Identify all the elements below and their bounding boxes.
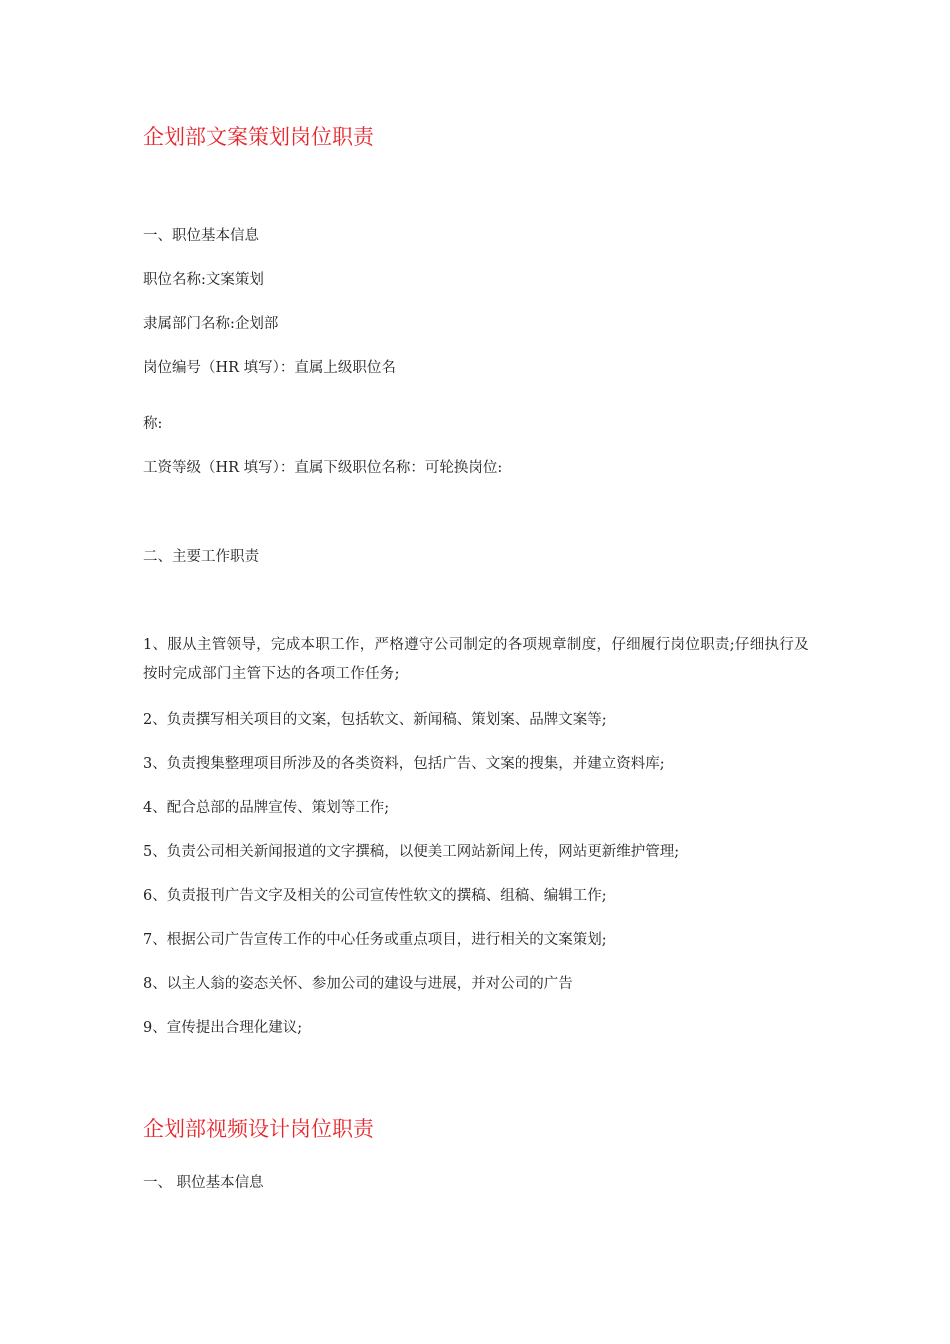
- post-code-line: 岗位编号（HR 填写）：直属上级职位名: [143, 360, 396, 376]
- duty-item: 7、根据公司广告宣传工作的中心任务或重点项目，进行相关的文案策划;: [143, 932, 607, 948]
- section-title-copywriting: 企划部文案策划岗位职责: [143, 125, 374, 149]
- department-line: 隶属部门名称:企划部: [143, 316, 279, 332]
- heading-basic-info-2: 一、 职位基本信息: [143, 1175, 264, 1191]
- duty-item: 1、服从主管领导，完成本职工作，严格遵守公司制定的各项规章制度，仔细履行岗位职责;仔细执行及按时完成部门主管下达的各项工作任务;: [143, 637, 809, 682]
- duty-item: 3、负责搜集整理项目所涉及的各类资料，包括广告、文案的搜集，并建立资料库;: [143, 756, 665, 772]
- job-name-line: 职位名称:文案策划: [143, 272, 264, 288]
- duty-item: 6、负责报刊广告文字及相关的公司宣传性软文的撰稿、组稿、编辑工作;: [143, 888, 607, 904]
- duty-item: 2、负责撰写相关项目的文案，包括软文、新闻稿、策划案、品牌文案等;: [143, 712, 607, 728]
- duty-item: 4、配合总部的品牌宣传、策划等工作;: [143, 800, 390, 816]
- salary-grade-line: 工资等级（HR 填写）：直属下级职位名称：可轮换岗位:: [143, 460, 503, 476]
- duty-item: 8、以主人翁的姿态关怀、参加公司的建设与进展，并对公司的广告: [143, 976, 573, 992]
- heading-basic-info: 一、职位基本信息: [143, 228, 259, 244]
- duty-item: 5、负责公司相关新闻报道的文字撰稿，以便美工网站新闻上传，网站更新维护管理;: [143, 844, 680, 860]
- heading-main-duties: 二、主要工作职责: [143, 549, 259, 565]
- section-title-video-design: 企划部视频设计岗位职责: [143, 1117, 374, 1141]
- post-code-continuation: 称:: [143, 416, 163, 432]
- duty-item: 9、宣传提出合理化建议;: [143, 1020, 303, 1036]
